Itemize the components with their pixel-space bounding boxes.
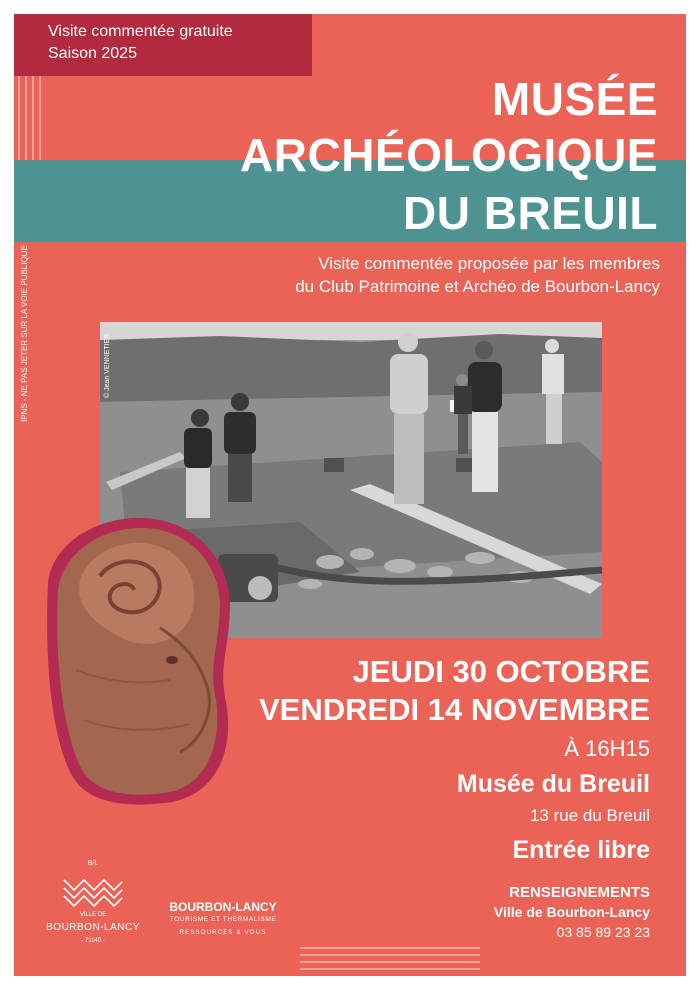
ville-logo-postcode: - 71140 - — [81, 938, 105, 944]
tourisme-logo-name: BOURBON-LANCY — [169, 900, 277, 914]
contact-organisation: Ville de Bourbon-Lancy — [493, 904, 650, 920]
title-line3: DU BREUIL — [403, 187, 658, 239]
person-center-figure — [390, 332, 428, 504]
intro-line1: Visite commentée proposée par les membres — [318, 254, 660, 273]
tourisme-logo — [160, 900, 286, 936]
season-badge-line1: Visite commentée gratuite — [48, 23, 233, 40]
event-address: 13 rue du Breuil — [529, 806, 650, 825]
tourisme-logo-tagline: TOURISME ET THERMALISME — [169, 916, 277, 923]
event-time: À 16H15 — [564, 736, 650, 761]
title-line1: MUSÉE — [491, 73, 658, 125]
ville-logo-monogram: B/L — [87, 860, 99, 867]
ville-bourbon-lancy-logo — [44, 860, 142, 956]
ipns-notice: IPNS - NE PAS JETER SUR LA VOIE PUBLIQUE — [20, 245, 29, 422]
ram-head-sculpture — [40, 510, 230, 806]
photo-credit: © Jean VENNETIER — [104, 333, 111, 398]
tourisme-logo-slogan: RESSOURCES & VOUS — [179, 930, 267, 936]
poster — [14, 14, 686, 976]
ville-logo-emblem-icon — [62, 876, 124, 908]
entry-info: Entrée libre — [512, 836, 650, 864]
ville-logo-name: BOURBON-LANCY — [46, 922, 140, 933]
event-date-1: JEUDI 30 OCTOBRE — [352, 654, 650, 689]
season-badge — [14, 14, 312, 76]
event-venue: Musée du Breuil — [456, 770, 650, 798]
season-badge-line2: Saison 2025 — [48, 45, 137, 62]
contact-phone[interactable]: 03 85 89 23 23 — [556, 924, 650, 940]
intro-line2: du Club Patrimoine et Archéo de Bourbon-Lancy — [295, 277, 660, 296]
event-date-2: VENDREDI 14 NOVEMBRE — [258, 692, 650, 727]
title-line2: ARCHÉOLOGIQUE — [240, 129, 658, 181]
decorative-horizontal-lines — [300, 947, 480, 971]
ville-logo-small-text: VILLE DE — [79, 912, 107, 918]
contact-heading: RENSEIGNEMENTS — [509, 884, 650, 901]
